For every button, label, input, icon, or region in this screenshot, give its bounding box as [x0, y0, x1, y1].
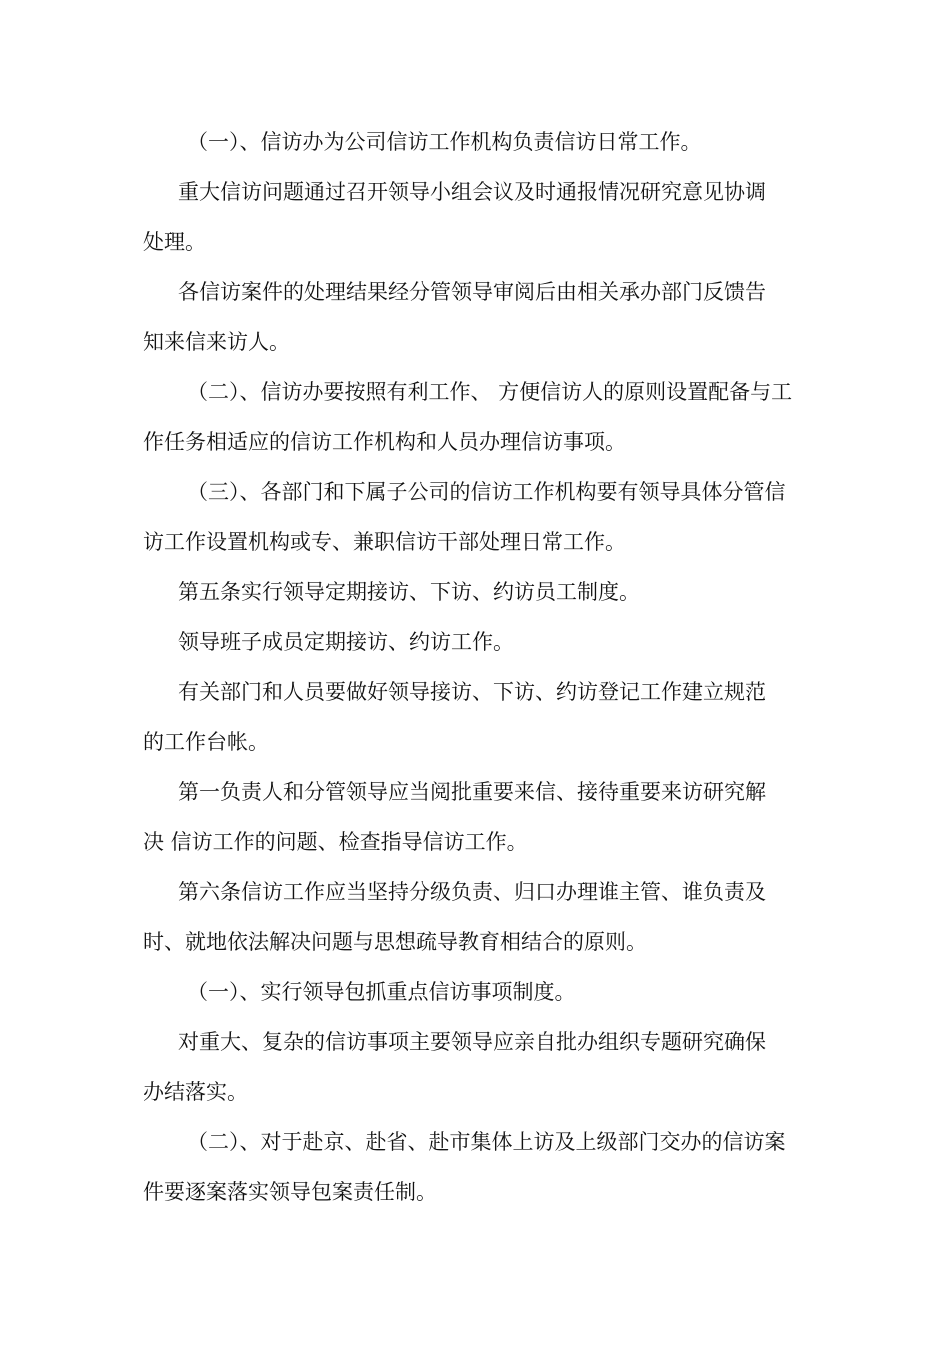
text-line: 处理。: [143, 230, 206, 254]
text-line: （二）、对于赴京、赴省、赴市集体上访及上级部门交办的信访案: [187, 1130, 786, 1154]
text-line: （一）、实行领导包抓重点信访事项制度。: [187, 980, 576, 1004]
text-line: 有关部门和人员要做好领导接访、下访、约访登记工作建立规范: [178, 680, 766, 704]
text-line: （二）、信访办要按照有利工作、 方便信访人的原则设置配备与工: [187, 380, 793, 404]
text-line: 时、就地依法解决问题与思想疏导教育相结合的原则。: [143, 930, 647, 954]
text-line: 访工作设置机构或专、兼职信访干部处理日常工作。: [143, 530, 626, 554]
text-line: 作任务相适应的信访工作机构和人员办理信访事项。: [143, 430, 626, 454]
text-line: 决 信访工作的问题、检查指导信访工作。: [143, 830, 528, 854]
text-line: 第五条实行领导定期接访、下访、约访员工制度。: [178, 580, 640, 604]
text-line: （一）、信访办为公司信访工作机构负责信访日常工作。: [187, 130, 702, 154]
text-line: （三）、各部门和下属子公司的信访工作机构要有领导具体分管信: [187, 480, 786, 504]
text-line: 件要逐案落实领导包案责任制。: [143, 1180, 437, 1204]
text-line: 各信访案件的处理结果经分管领导审阅后由相关承办部门反馈告: [178, 280, 766, 304]
text-line: 办结落实。: [143, 1080, 248, 1104]
text-line: 知来信来访人。: [143, 330, 290, 354]
text-line: 第六条信访工作应当坚持分级负责、归口办理谁主管、谁负责及: [178, 880, 766, 904]
text-line: 对重大、复杂的信访事项主要领导应亲自批办组织专题研究确保: [178, 1030, 766, 1054]
text-line: 重大信访问题通过召开领导小组会议及时通报情况研究意见协调: [178, 180, 766, 204]
text-line: 第一负责人和分管领导应当阅批重要来信、接待重要来访研究解: [178, 780, 766, 804]
text-line: 领导班子成员定期接访、约访工作。: [178, 630, 514, 654]
text-line: 的工作台帐。: [143, 730, 269, 754]
